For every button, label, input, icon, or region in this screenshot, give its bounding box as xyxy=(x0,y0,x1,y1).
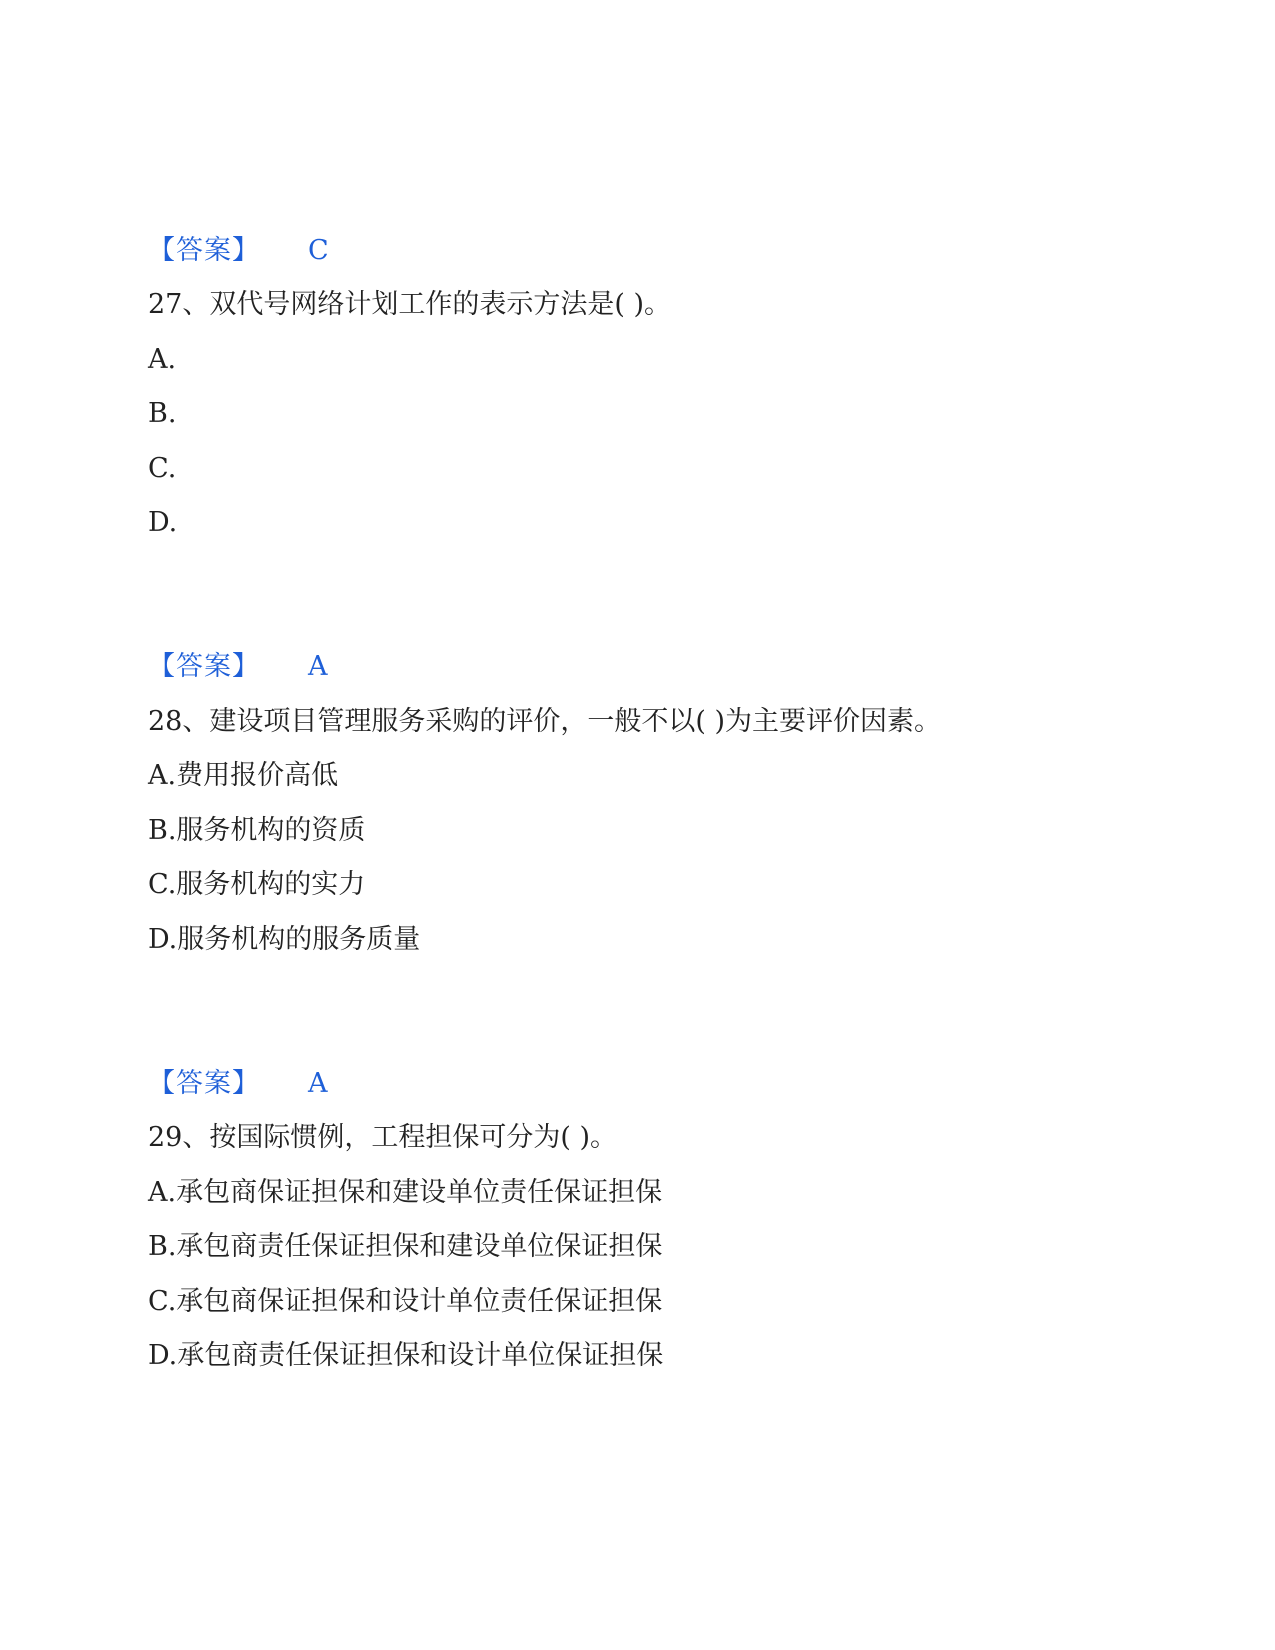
option-a: A.承包商保证担保和建设单位责任保证担保 xyxy=(148,1177,663,1208)
option-b: B. xyxy=(148,398,177,429)
answer-row xyxy=(148,1064,328,1104)
answer-value: A xyxy=(308,651,328,682)
option-a: A. xyxy=(148,344,177,375)
option-c: C.承包商保证担保和设计单位责任保证担保 xyxy=(148,1286,663,1317)
question-text: 27、双代号网络计划工作的表示方法是( )。 xyxy=(148,289,672,320)
answer-label: 【答案】 xyxy=(148,1068,260,1099)
option-c: C. xyxy=(148,453,177,484)
option-a: A.费用报价高低 xyxy=(148,760,339,791)
answer-label: 【答案】 xyxy=(148,235,260,266)
option-c: C.服务机构的实力 xyxy=(148,869,366,900)
answer-value: C xyxy=(308,235,329,266)
option-d: D.承包商责任保证担保和设计单位保证担保 xyxy=(148,1340,664,1371)
question-text: 29、按国际惯例，工程担保可分为( )。 xyxy=(148,1122,618,1153)
option-d: D. xyxy=(148,507,178,538)
option-d: D.服务机构的服务质量 xyxy=(148,924,421,955)
answer-row xyxy=(148,647,328,687)
question-text: 28、建设项目管理服务采购的评价，一般不以( )为主要评价因素。 xyxy=(148,706,942,737)
answer-value: A xyxy=(308,1068,328,1099)
answer-row xyxy=(148,231,329,271)
option-b: B.承包商责任保证担保和建设单位保证担保 xyxy=(148,1231,663,1262)
option-b: B.服务机构的资质 xyxy=(148,815,366,846)
answer-label: 【答案】 xyxy=(148,651,260,682)
